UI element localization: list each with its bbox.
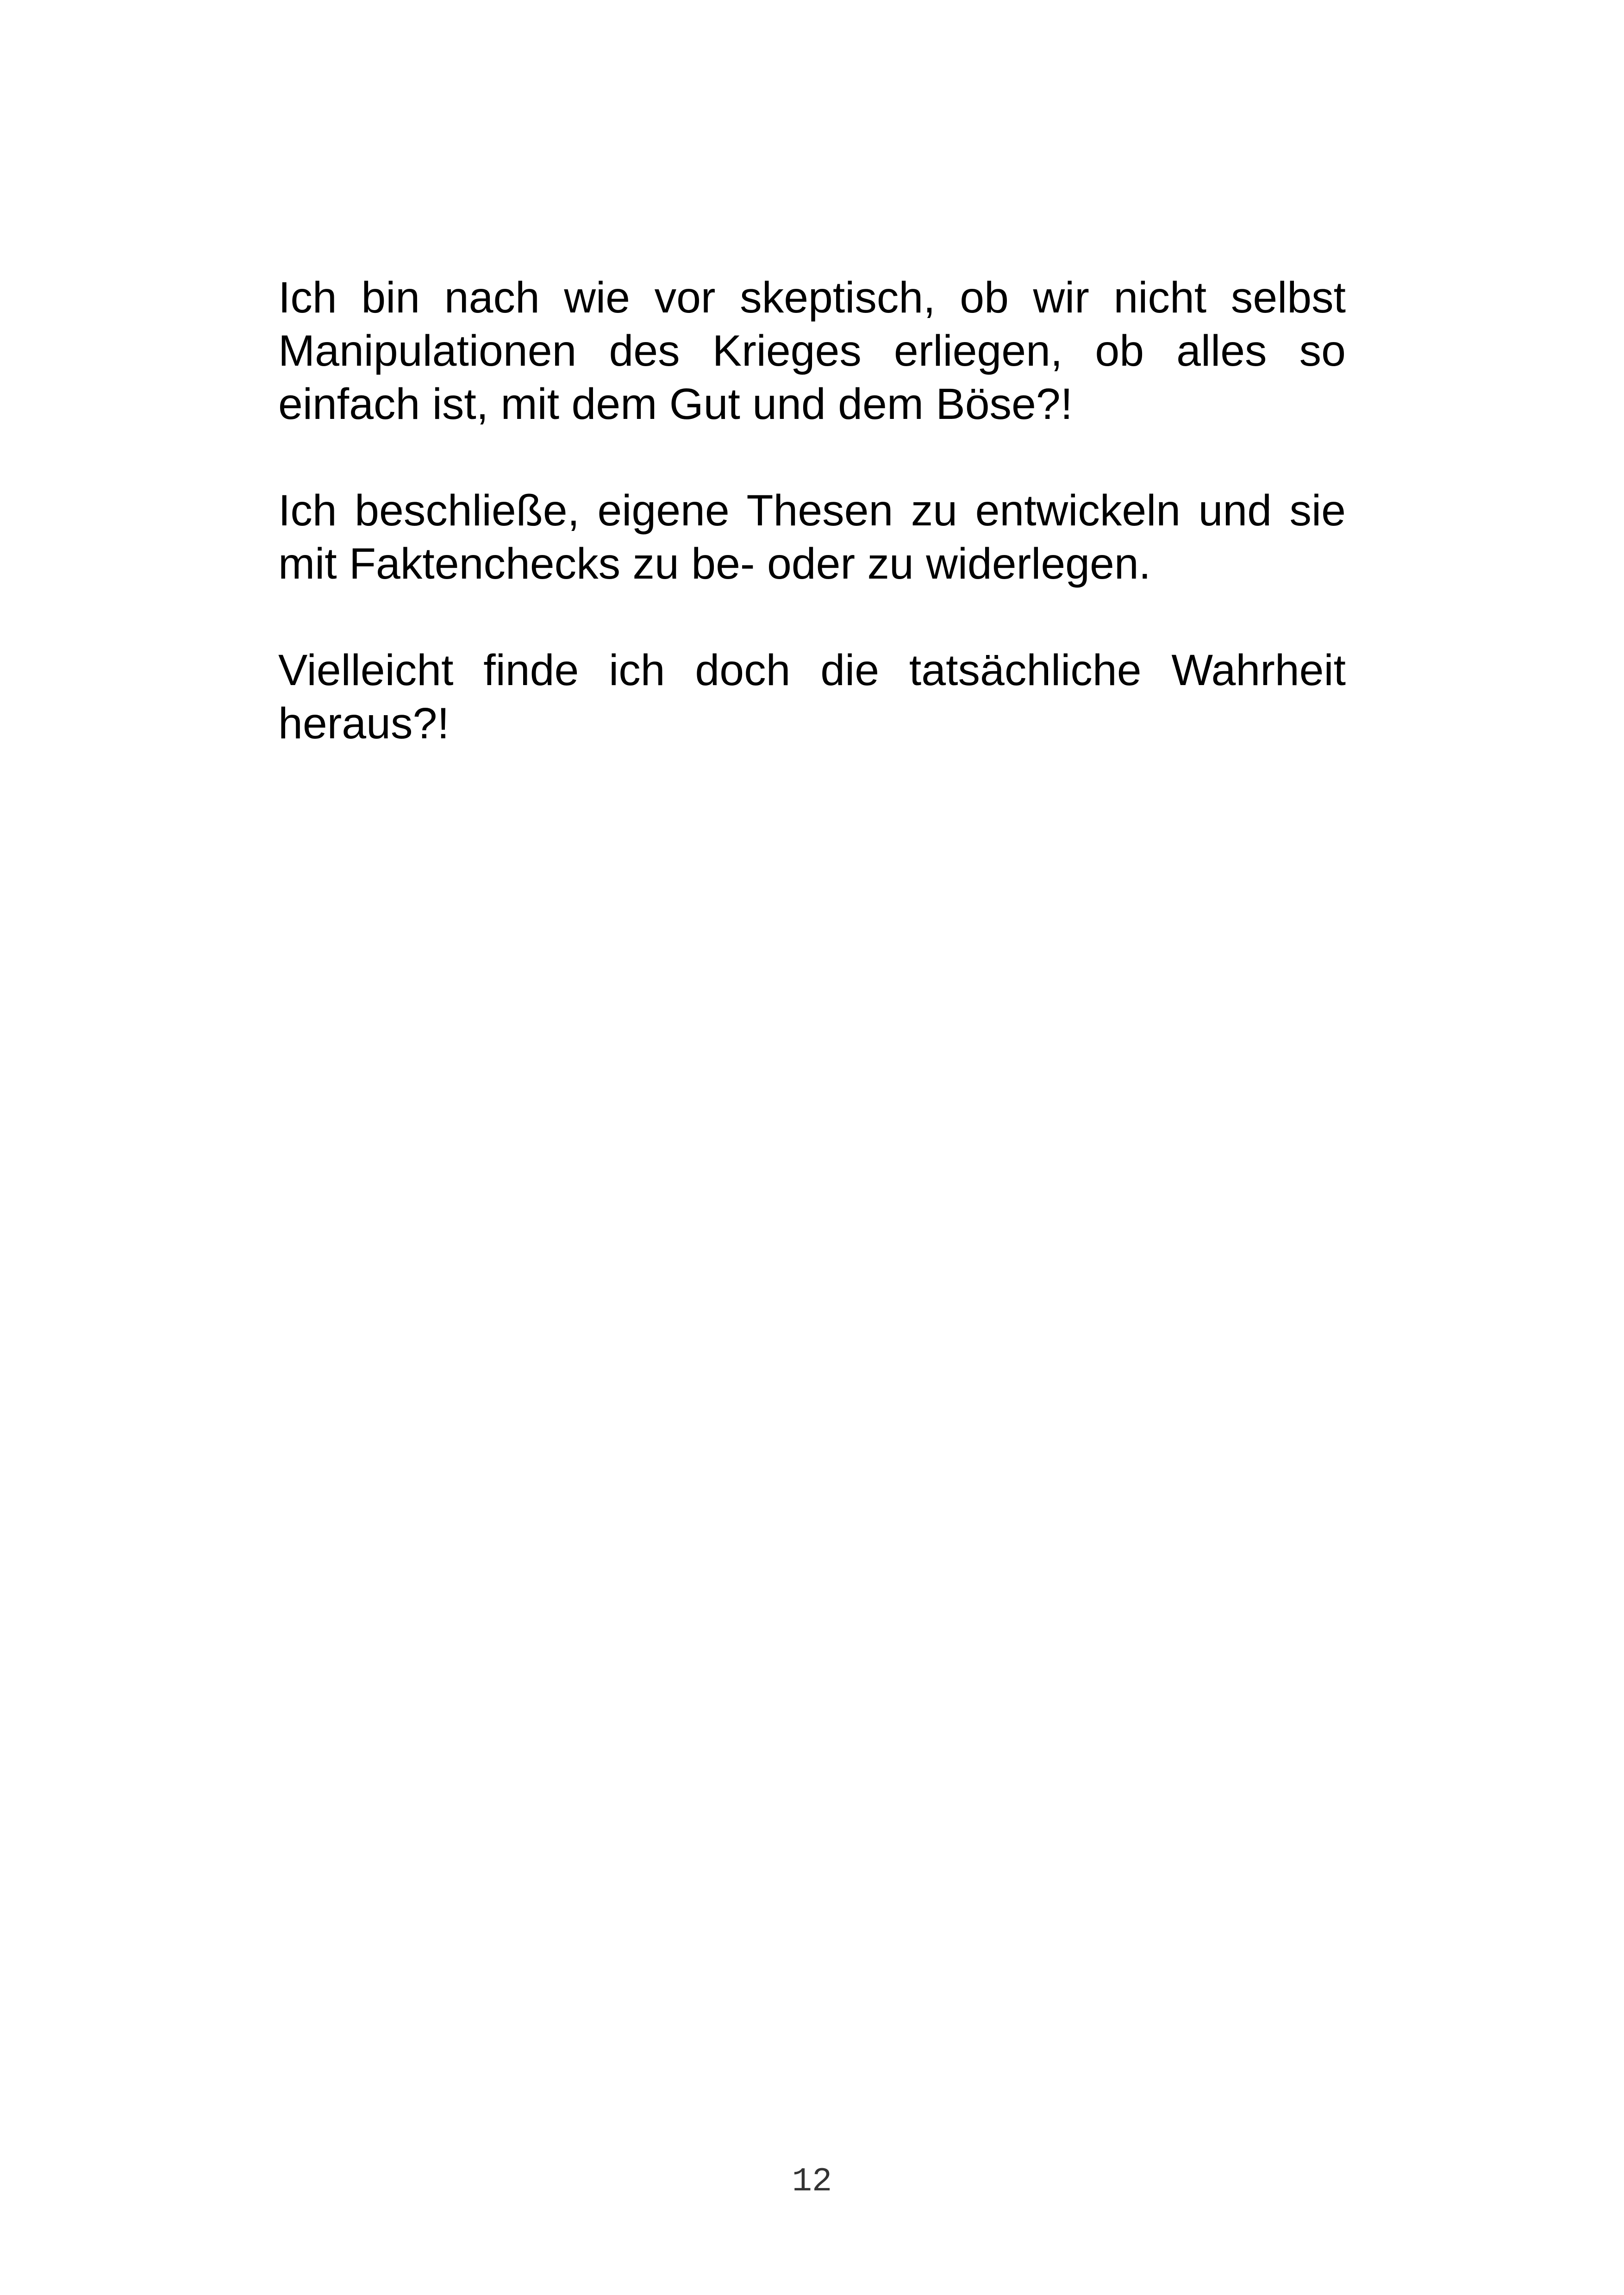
paragraph-truth: Vielleicht finde ich doch die tatsächliche Wahrheit heraus?! (278, 646, 1358, 748)
paragraph-theses: Ich beschließe, eigene Thesen zu entwickeln und sie mit Faktenchecks zu be- oder zu widerlegen. (278, 486, 1370, 588)
page-number: 12 (792, 2163, 832, 2201)
paragraph-skepticism: Ich bin nach wie vor skeptisch, ob wir nicht selbst Manipulationen des Krieges erliegen, ob alles so einfach ist, mit dem Gut und dem Böse?! (278, 273, 1358, 429)
body-text (278, 271, 1370, 804)
